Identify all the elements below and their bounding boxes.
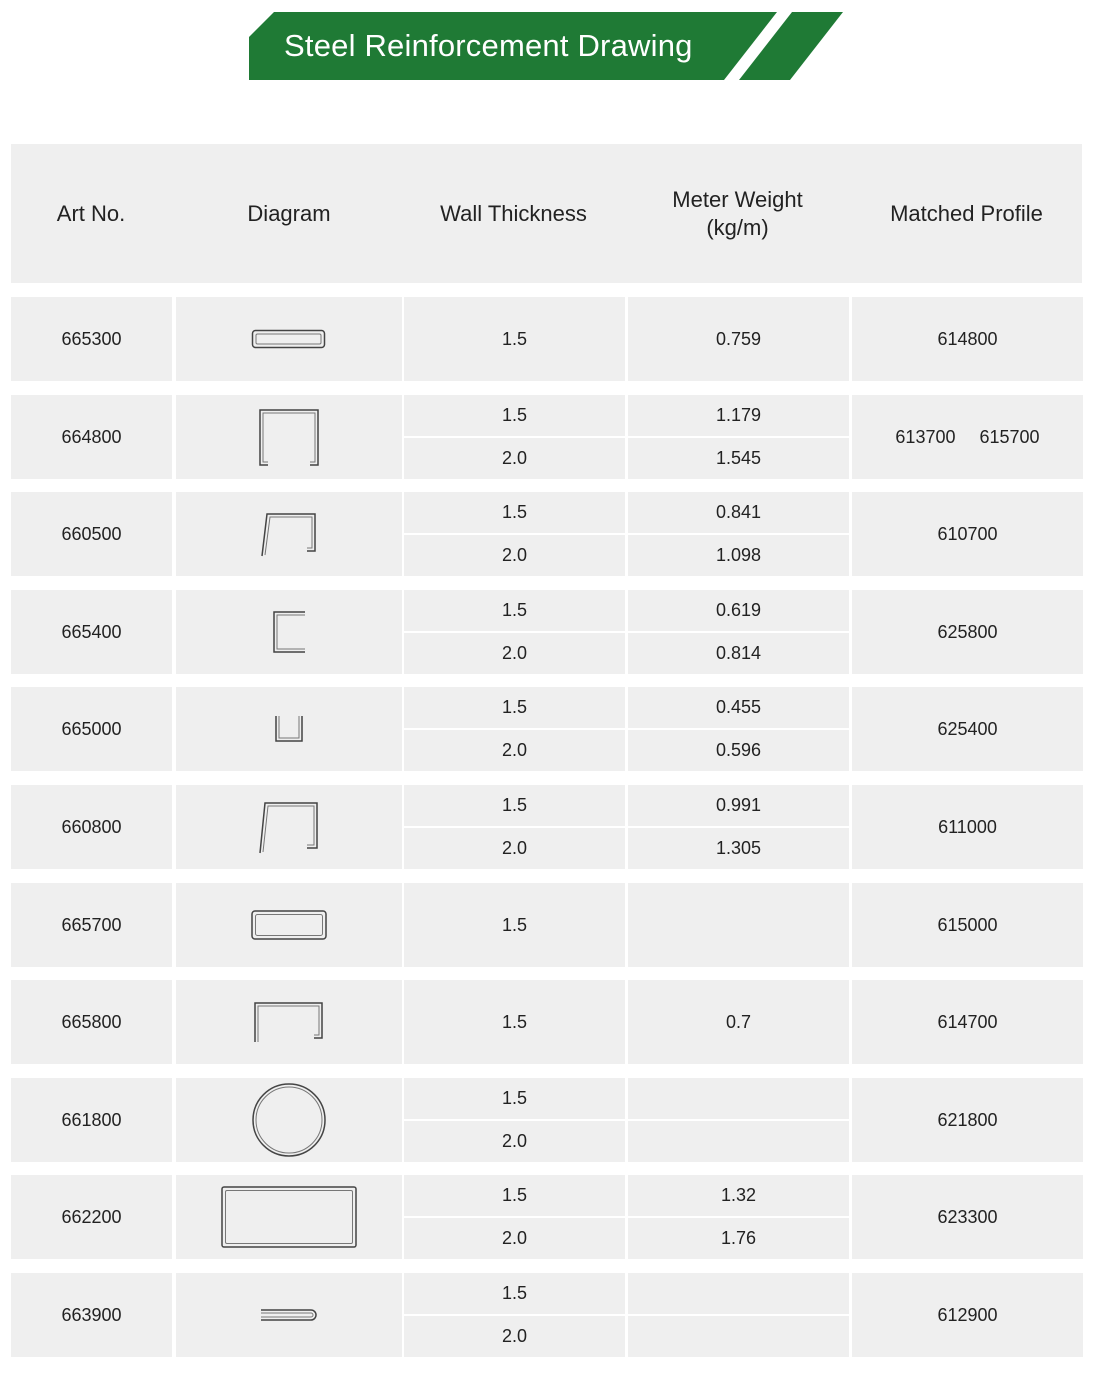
thickness-cell: 2.0 xyxy=(404,828,625,869)
table-row xyxy=(11,395,1083,479)
art-no-cell: 664800 xyxy=(11,395,172,479)
art-no-cell: 663900 xyxy=(11,1273,172,1357)
weight-cell: 0.759 xyxy=(628,297,849,381)
matched-profile-cell: 625800 xyxy=(852,590,1083,674)
thickness-cell: 1.5 xyxy=(404,883,625,967)
art-no-cell: 665400 xyxy=(11,590,172,674)
matched-profile-cell xyxy=(852,395,1083,479)
thickness-cell: 2.0 xyxy=(404,633,625,674)
thickness-cell: 2.0 xyxy=(404,1218,625,1259)
tall-slanted-channel-icon xyxy=(176,785,402,869)
page-title: Steel Reinforcement Drawing xyxy=(284,28,693,63)
table-row xyxy=(11,492,1083,576)
meter-weight-label: Meter Weight xyxy=(672,186,803,212)
rectangular-tube-icon xyxy=(176,883,402,967)
matched-profile-cell: 623300 xyxy=(852,1175,1083,1259)
thickness-cell: 2.0 xyxy=(404,1121,625,1162)
matched-profile-value: 615700 xyxy=(979,426,1040,447)
matched-profile-cell: 610700 xyxy=(852,492,1083,576)
weight-cell xyxy=(628,1273,849,1314)
weight-cell: 0.619 xyxy=(628,590,849,631)
matched-profile-cell: 614800 xyxy=(852,297,1083,381)
weight-cell: 1.32 xyxy=(628,1175,849,1216)
wide-lipped-channel-icon xyxy=(176,980,402,1064)
thickness-cell: 2.0 xyxy=(404,535,625,576)
matched-profile-cell: 625400 xyxy=(852,687,1083,771)
weight-cell: 0.841 xyxy=(628,492,849,533)
thickness-cell: 1.5 xyxy=(404,980,625,1064)
round-tube-icon xyxy=(176,1078,402,1162)
thickness-cell: 1.5 xyxy=(404,1175,625,1216)
column-header-wall-thickness: Wall Thickness xyxy=(440,200,587,226)
art-no-cell: 660800 xyxy=(11,785,172,869)
c-channel-lipped-icon xyxy=(176,395,402,479)
thickness-cell: 2.0 xyxy=(404,730,625,771)
thickness-cell: 1.5 xyxy=(404,687,625,728)
matched-profile-cell: 615000 xyxy=(852,883,1083,967)
weight-cell xyxy=(628,1316,849,1357)
table-row xyxy=(11,1175,1083,1259)
thickness-cell: 1.5 xyxy=(404,1078,625,1119)
table-row xyxy=(11,590,1083,674)
thickness-cell: 2.0 xyxy=(404,1316,625,1357)
art-no-cell: 665300 xyxy=(11,297,172,381)
thickness-cell: 1.5 xyxy=(404,297,625,381)
art-no-cell: 662200 xyxy=(11,1175,172,1259)
table-row xyxy=(11,785,1083,869)
weight-cell: 0.455 xyxy=(628,687,849,728)
table-row xyxy=(11,883,1083,967)
slanted-channel-icon xyxy=(176,492,402,576)
matched-profile-cell: 621800 xyxy=(852,1078,1083,1162)
meter-weight-unit: (kg/m) xyxy=(706,214,769,240)
thickness-cell: 2.0 xyxy=(404,438,625,479)
table-row xyxy=(11,1273,1083,1357)
column-header-matched-profile: Matched Profile xyxy=(890,200,1043,226)
weight-cell xyxy=(628,883,849,967)
table-row xyxy=(11,1078,1083,1162)
art-no-cell: 660500 xyxy=(11,492,172,576)
weight-cell xyxy=(628,1121,849,1162)
table-header xyxy=(11,144,1082,283)
column-header-meter-weight xyxy=(627,144,848,283)
weight-cell: 0.991 xyxy=(628,785,849,826)
weight-cell: 0.814 xyxy=(628,633,849,674)
flat-rectangular-tube-icon xyxy=(176,297,402,381)
c-channel-icon xyxy=(176,590,402,674)
matched-profile-cell: 611000 xyxy=(852,785,1083,869)
weight-cell: 1.76 xyxy=(628,1218,849,1259)
large-rectangular-tube-icon xyxy=(176,1175,402,1259)
art-no-cell: 665800 xyxy=(11,980,172,1064)
weight-cell: 0.596 xyxy=(628,730,849,771)
table-row xyxy=(11,980,1083,1064)
matched-profile-cell: 614700 xyxy=(852,980,1083,1064)
weight-cell: 0.7 xyxy=(628,980,849,1064)
weight-cell: 1.179 xyxy=(628,395,849,436)
thickness-cell: 1.5 xyxy=(404,1273,625,1314)
weight-cell: 1.545 xyxy=(628,438,849,479)
matched-profile-cell: 612900 xyxy=(852,1273,1083,1357)
weight-cell: 1.305 xyxy=(628,828,849,869)
thickness-cell: 1.5 xyxy=(404,492,625,533)
thickness-cell: 1.5 xyxy=(404,785,625,826)
art-no-cell: 665700 xyxy=(11,883,172,967)
table-row xyxy=(11,297,1083,381)
u-channel-icon xyxy=(176,687,402,771)
art-no-cell: 665000 xyxy=(11,687,172,771)
flat-hairpin-strip-icon xyxy=(176,1273,402,1357)
thickness-cell: 1.5 xyxy=(404,395,625,436)
weight-cell xyxy=(628,1078,849,1119)
art-no-cell: 661800 xyxy=(11,1078,172,1162)
table-row xyxy=(11,687,1083,771)
column-header-art-no: Art No. xyxy=(56,200,126,226)
weight-cell: 1.098 xyxy=(628,535,849,576)
thickness-cell: 1.5 xyxy=(404,590,625,631)
column-header-diagram: Diagram xyxy=(247,200,331,226)
matched-profile-value: 613700 xyxy=(895,426,956,447)
